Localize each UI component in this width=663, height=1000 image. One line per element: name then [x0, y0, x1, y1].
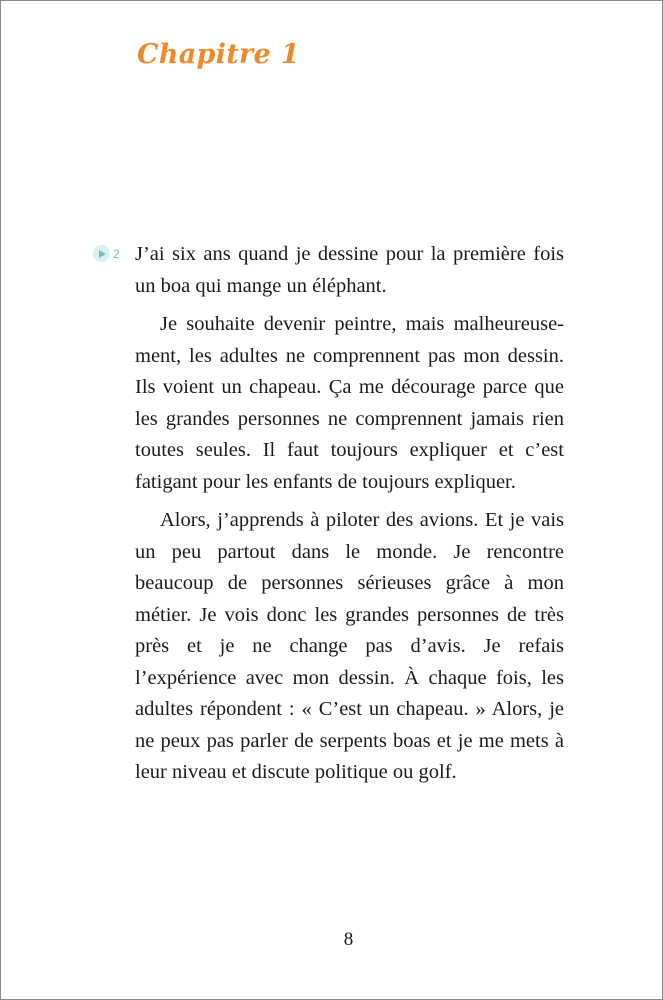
paragraph-1: J’ai six ans quand je dessine pour la première fois un boa qui mange un éléphant. — [135, 243, 564, 297]
chapter-body — [135, 239, 564, 796]
audio-track-marker[interactable] — [93, 245, 120, 262]
play-circle-icon — [93, 245, 110, 262]
paragraph-3: Alors, j’apprends à piloter des avions. Et je vais un peu partout dans le monde. Je rencontre beaucoup de personnes sérieuses grâce à mon métier. Je vois donc les grandes personnes de très près et je ne change pas d’avis. Je refais l’expérience avec mon dessin. À chaque fois, les adultes répondent : « C’est un chapeau. » Alors, je ne peux pas parler de serpents boas et je me mets à leur niveau et discute politique ou golf. — [135, 509, 564, 783]
audio-track-number: 2 — [113, 246, 120, 261]
chapter-title: Chapitre 1 — [137, 39, 300, 70]
page-number: 8 — [343, 929, 354, 950]
paragraph-2: Je souhaite devenir peintre, mais malheureusement, les adultes ne comprennent pas mon dessin. Ils voient un chapeau. Ça me décourage parce que les grandes personnes ne comprennent jamais rien toutes seules. Il faut toujours expliquer et c’est fatigant pour les enfants de toujours expliquer. — [135, 313, 564, 493]
